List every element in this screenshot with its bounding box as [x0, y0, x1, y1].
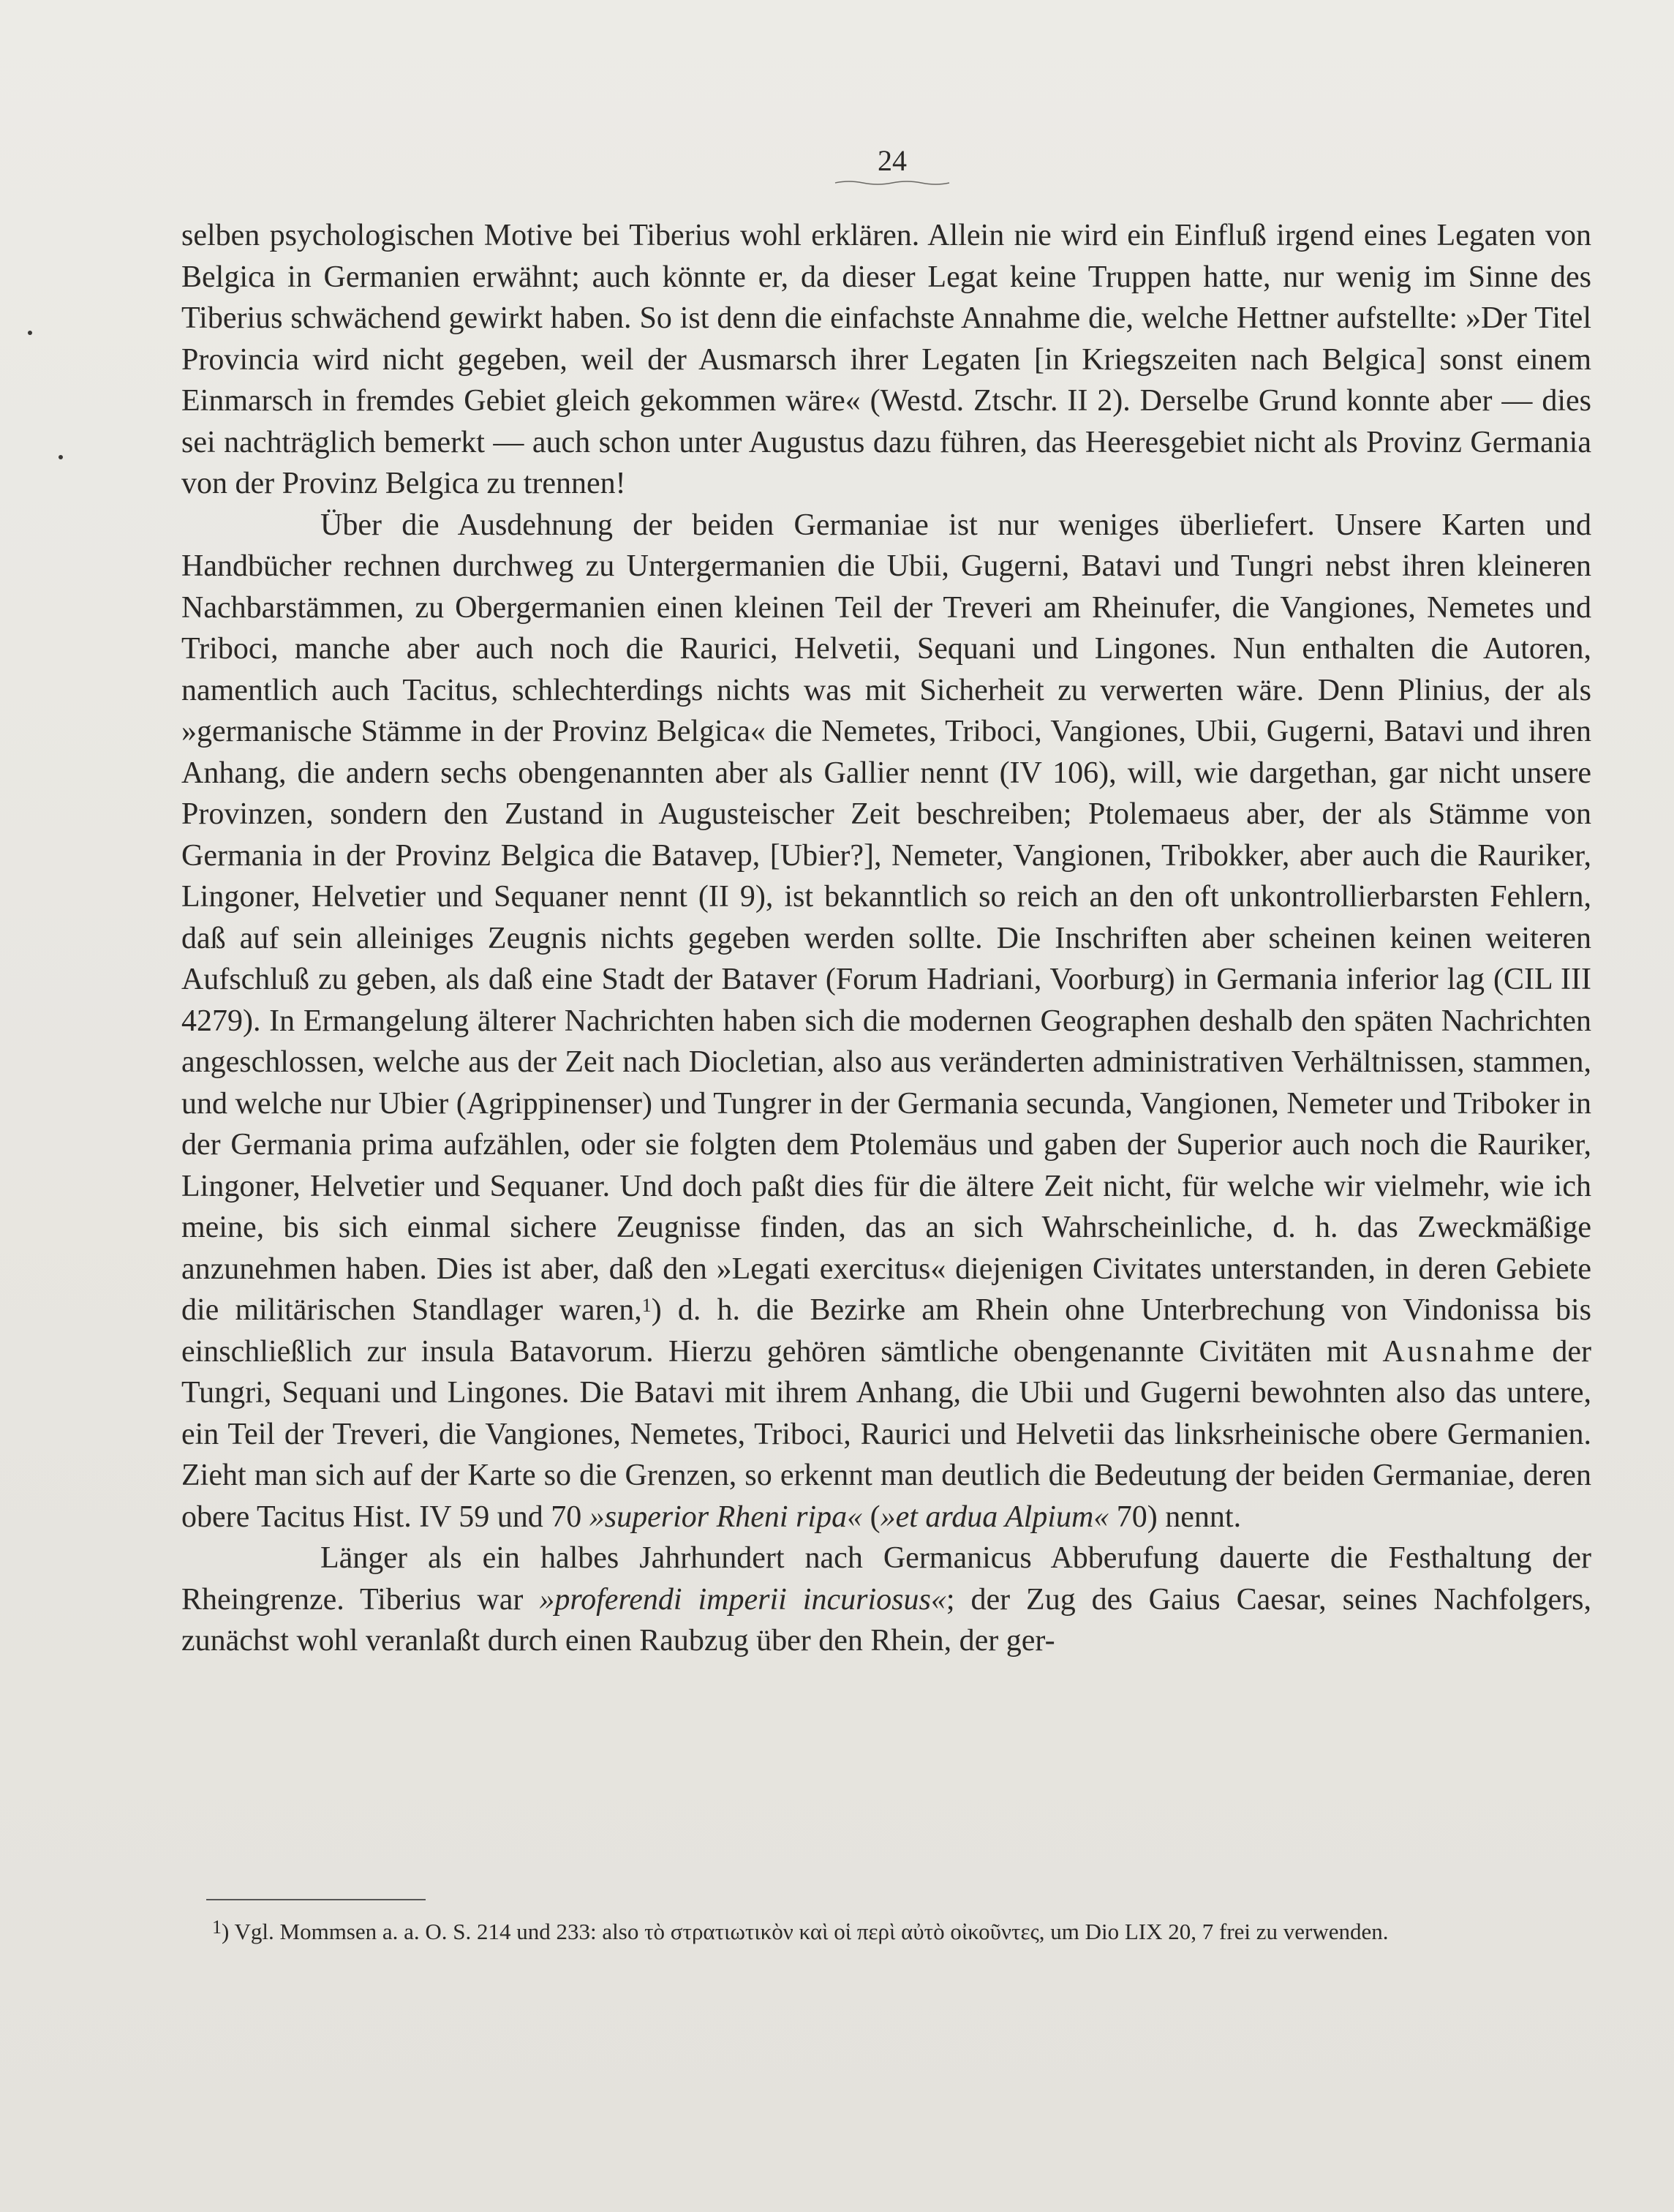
paragraph-3-text-b: ; der Zug des Gaius Caesar, seines Nachfolgers, zunächst wohl veranlaßt durch einen Raubzug über den Rhein, der ger- [181, 1582, 1591, 1658]
paragraph-2-text-b: ) d. h. die Bezirke am Rhein ohne Unterbrechung von Vindonissa bis einschließlich zur insula Batavorum. Hierzu gehören sämtliche obengenannte Civitäten mit [181, 1293, 1591, 1369]
paragraph-3-text-a: Länger als ein halbes Jahrhundert nach Germanicus Abberufung dauerte die Festhaltung der Rheingrenze. Tiberius war [181, 1541, 1591, 1617]
footnote-reference[interactable]: 1 [641, 1295, 652, 1316]
paragraph-1 [181, 215, 1591, 505]
footnote-marker: 1 [212, 1916, 222, 1938]
paragraph-2-text-d: ( [870, 1500, 881, 1534]
paper-speck [28, 331, 32, 335]
paragraph-1-text: selben psychologischen Motive bei Tiberius wohl erklären. Allein nie wird ein Einfluß irgend eines Legaten von Belgica in Germanien erwähnt; auch könnte er, da dieser Legat keine Truppen hatte, nur wenig im Sinne des Tiberius schwächend gewirkt haben. So ist denn die einfachste Annahme die, welche Hettner aufstellte: »Der Titel Provincia wird nicht gegeben, weil der Ausmarsch ihrer Legaten [in Kriegszeiten nach Belgica] sonst einem Einmarsch in fremdes Gebiet gleich gekommen wäre« (Westd. Ztschr. II 2). Derselbe Grund konnte aber — dies sei nachträglich bemerkt — auch schon unter Augustus dazu führen, das Heeresgebiet nicht als Provinz Germania von der Provinz Belgica zu trennen! [181, 219, 1591, 500]
quote-et-ardua-alpium: »et ardua Alpium« [880, 1500, 1109, 1534]
ornament-rule [834, 178, 951, 186]
quote-proferendi-imperii: »proferendi imperii incuriosus« [539, 1582, 946, 1617]
paragraph-2 [181, 505, 1591, 1538]
footnotes [173, 1915, 1577, 1949]
page-number: 24 [878, 144, 907, 177]
paragraph-2-text-a: Über die Ausdehnung der beiden Germaniae ist nur weniges überliefert. Unsere Karten und Handbücher rechnen durchweg zu Untergermanien die Ubii, Gugerni, Batavi und Tungri nebst ihren kleineren Nachbarstämmen, zu Obergermanien einen kleinen Teil der Treveri am Rheinufer, die Vangiones, Nemetes und Triboci, manche aber auch noch die Raurici, Helvetii, Sequani und Lingones. Nun enthalten die Autoren, namentlich auch Tacitus, schlechterdings nichts was mit Sicherheit zu verwerten wäre. Denn Plinius, der als »germanische Stämme in der Provinz Belgica« die Nemetes, Triboci, Vangiones, Ubii, Gugerni, Batavi und ihren Anhang, die andern sechs obengenannten aber als Gallier nennt (IV 106), will, wie dargethan, gar nicht unsere Provinzen, sondern den Zustand in Augusteischer Zeit beschreiben; Ptolemaeus aber, der als Stämme von Germania in der Provinz Belgica die Batavер, [Ubier?], Nemeter, Vangionen, Tribokker, aber auch die Rauriker, Lingoner, Helvetier und Sequaner nennt (II 9), ist bekanntlich so reich an den oft unkontrollierbarsten Fehlern, daß auf sein alleiniges Zeugnis nichts gegeben werden sollte. Die Inschriften aber scheinen keinen weiteren Aufschluß zu geben, als daß eine Stadt der Bataver (Forum Hadriani, Voorburg) in Germania inferior lag (CIL III 4279). In Ermangelung älterer Nachrichten haben sich die modernen Geographen deshalb den späten Nachrichten angeschlossen, welche aus der Zeit nach Diocletian, also aus veränderten administrativen Verhältnissen, stammen, und welche nur Ubier (Agrippinenser) und Tungrer in der Germania secunda, Vangionen, Nemeter und Triboker in der Germania prima aufzählen, oder sie folgten dem Ptolemäus und gaben der Superior auch noch die Rauriker, Lingoner, Helvetier und Sequaner. Und doch paßt dies für die ältere Zeit nicht, für welche wir vielmehr, wie ich meine, bis sich einmal sichere Zeugnisse finden, das an sich Wahrscheinliche, d. h. das Zweckmäßige anzunehmen haben. Dies ist aber, daß den »Legati exercitus« diejenigen Civitates unterstanden, in deren Gebiete die militärischen Standlager waren, [181, 508, 1591, 1327]
footnote-divider [206, 1899, 426, 1900]
paper-speck [59, 455, 63, 459]
paragraph-2-text-c: der Tungri, Sequani und Lingones. Die Batavi mit ihrem Anhang, die Ubii und Gugerni bewohnten also das untere, ein Teil der Treveri, die Vangiones, Nemetes, Triboci, Raurici und Helvetii das linksrheinische obere Germanien. Zieht man sich auf der Karte so die Grenzen, so erkennt man deutlich die Bedeutung der beiden Germaniae, deren obere Tacitus Hist. IV 59 und 70 [181, 1334, 1592, 1534]
paragraph-2-text-e: 70) nennt. [1116, 1500, 1242, 1534]
body-text [181, 215, 1591, 1662]
quote-superior-rheni-ripa: »superior Rheni ripa« [589, 1500, 863, 1534]
footnote-1 [173, 1915, 1577, 1949]
footnote-1-text: ) Vgl. Mommsen a. a. O. S. 214 und 233: also τὸ στρατιωτικὸν καὶ οἱ περὶ αὐτὸ οἰκοῦντες, um Dio LIX 20, 7 frei zu verwenden. [222, 1919, 1389, 1944]
paragraph-3 [181, 1538, 1591, 1662]
spaced-word: Ausnahme [1382, 1334, 1537, 1369]
